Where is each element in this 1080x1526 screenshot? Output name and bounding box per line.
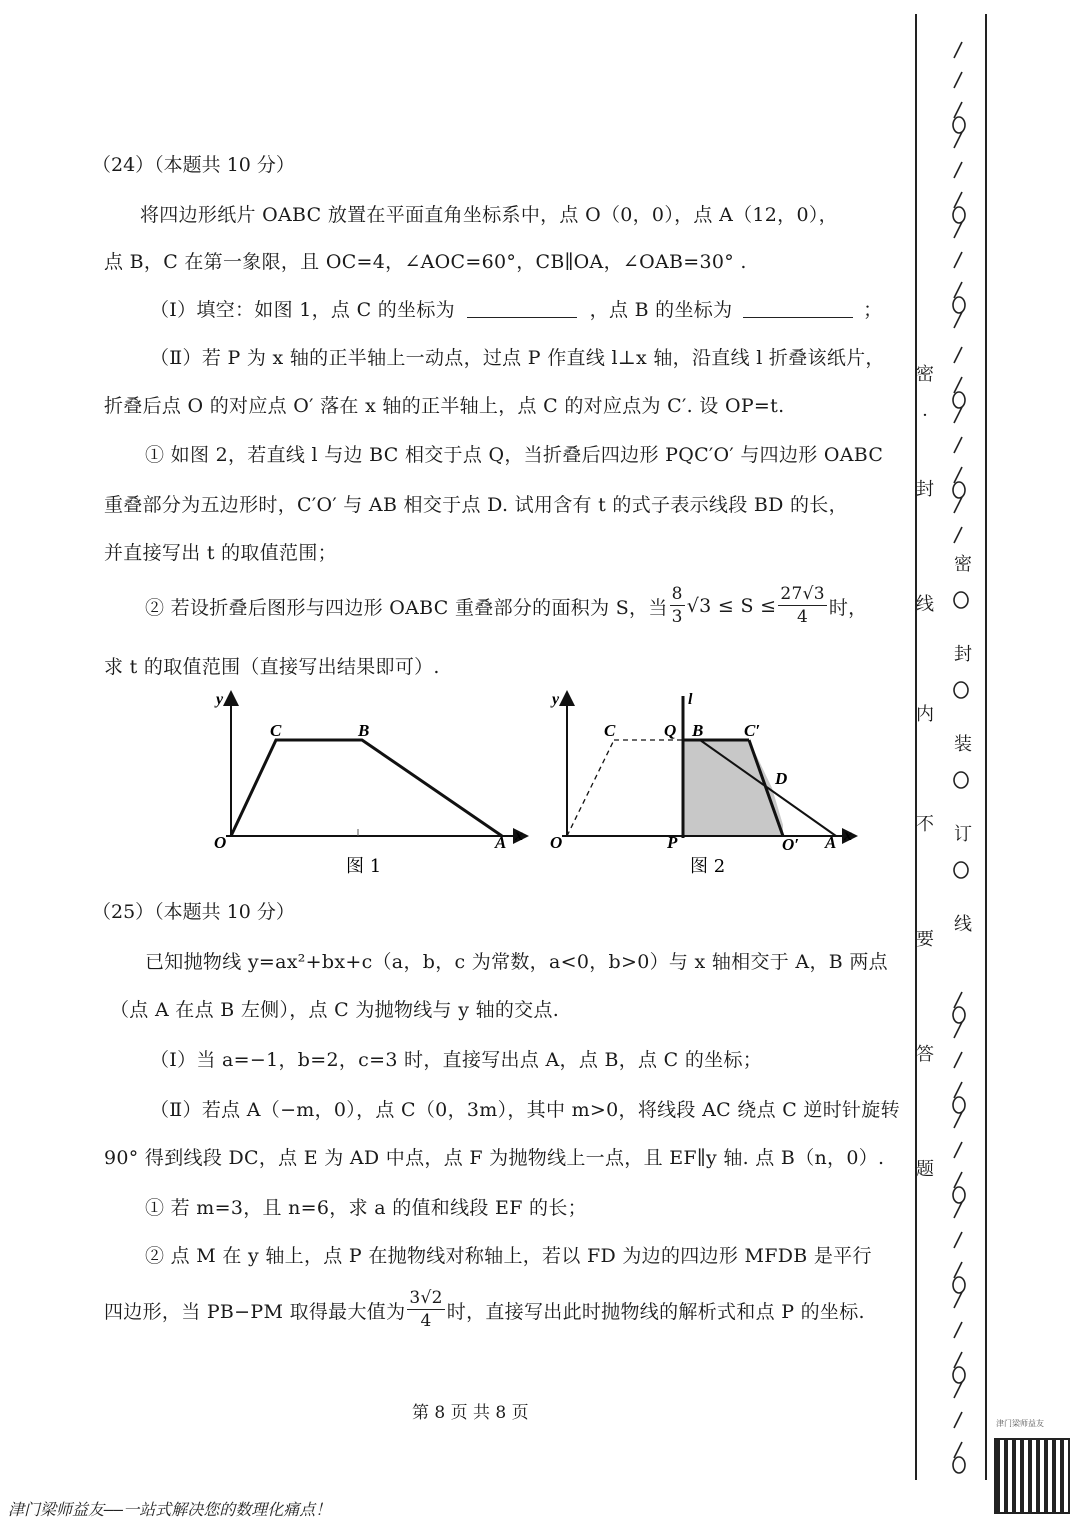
binding-char-inner: 封	[916, 479, 934, 500]
fraction-8-3	[670, 586, 685, 626]
label-x: x	[515, 827, 523, 844]
binding-slash	[954, 407, 962, 423]
binding-circle	[954, 592, 968, 608]
binding-strip	[912, 10, 992, 1480]
binding-slash	[954, 1442, 962, 1458]
frac-den: 4	[420, 1311, 432, 1331]
label-y: y	[216, 691, 224, 708]
answer-blank-b[interactable]	[743, 299, 853, 318]
label-b: B	[692, 721, 704, 740]
q25-header: （25）（本题共 10 分）	[92, 901, 295, 923]
q24-line-6: ① 如图 2，若直线 l 与边 BC 相交于点 Q，当折叠后四边形 PQC′O′ 与四边形 OABC	[145, 444, 884, 466]
binding-slash	[954, 1022, 962, 1038]
label-a: A	[825, 833, 837, 852]
binding-slash	[954, 312, 962, 328]
binding-slash	[954, 72, 962, 88]
label-l: l	[688, 691, 693, 708]
binding-slash	[954, 1142, 962, 1158]
binding-char-inner: ·	[922, 405, 928, 426]
binding-dash-marks	[953, 42, 968, 1473]
binding-slash	[954, 162, 962, 178]
q24-line-9-a: ② 若设折叠后图形与四边形 OABC 重叠部分的面积为 S，当	[145, 596, 668, 619]
binding-char-inner: 不	[916, 814, 934, 835]
binding-circle	[953, 1187, 965, 1203]
binding-slash	[954, 1292, 962, 1308]
q25-line-8	[104, 1282, 865, 1338]
binding-slash	[954, 527, 962, 543]
binding-slash	[954, 1082, 962, 1098]
binding-char-inner: 内	[916, 704, 934, 725]
binding-circle	[953, 297, 965, 313]
binding-circle	[953, 482, 965, 498]
q24-line-1: 将四边形纸片 OABC 放置在平面直角坐标系中，点 O（0，0），点 A（12，0），	[140, 204, 838, 226]
binding-char-inner: 题	[916, 1159, 934, 1180]
binding-slash	[954, 1412, 962, 1428]
q25-line-4: （Ⅱ）若点 A（−m，0），点 C（0，3m），其中 m>0，将线段 AC 绕点 C 逆时针旋转	[150, 1099, 900, 1121]
binding-char-outer: 封	[954, 644, 972, 665]
label-x: x	[844, 827, 852, 844]
binding-slash	[954, 102, 962, 118]
binding-slash	[954, 497, 962, 513]
q24-line-9-b: √3 ≤ S ≤	[686, 595, 777, 617]
label-c: C	[270, 721, 282, 740]
binding-char-outer: 线	[954, 914, 972, 935]
q24-line-7: 重叠部分为五边形时，C′O′ 与 AB 相交于点 D. 试用含有 t 的式子表示线段 BD 的长，	[104, 494, 848, 516]
frac-num: 3√2	[409, 1288, 443, 1308]
fraction-3sqrt2-4	[407, 1290, 444, 1330]
figure-1	[200, 688, 540, 880]
binding-char-inner: 密	[916, 364, 934, 385]
binding-circle	[954, 862, 968, 878]
q25-line-8-a: 四边形，当 PB−PM 取得最大值为	[104, 1300, 406, 1323]
frac-den: 4	[797, 607, 809, 627]
binding-char-inner: 答	[916, 1044, 934, 1065]
q24-part1-fill	[150, 295, 882, 322]
fraction-27sqrt3-4	[778, 586, 826, 626]
label-c: C	[604, 721, 616, 740]
figure-2	[542, 688, 872, 880]
qr-label: 津门梁师益友	[996, 1419, 1044, 1428]
label-q: Q	[664, 721, 677, 740]
binding-slash	[954, 992, 962, 1008]
answer-blank-c[interactable]	[467, 299, 577, 318]
binding-slash	[954, 1262, 962, 1278]
q24-part1-text-a: （Ⅰ）填空：如图 1，点 C 的坐标为	[150, 299, 455, 321]
bottom-slogan: 津门梁师益友——一站式解决您的数理化痛点！	[8, 1500, 332, 1519]
binding-slash	[954, 1352, 962, 1368]
binding-circle	[953, 1007, 965, 1023]
label-b: B	[358, 721, 370, 740]
binding-circle	[953, 1097, 965, 1113]
binding-slash	[954, 377, 962, 393]
frac-num: 8	[671, 584, 683, 604]
binding-char-inner: 要	[916, 929, 934, 950]
q25-line-5: 90° 得到线段 DC，点 E 为 AD 中点，点 F 为抛物线上一点，且 EF∥y 轴. 点 B（n，0）.	[104, 1147, 885, 1169]
qr-code	[994, 1438, 1070, 1514]
binding-char-inner: 线	[916, 594, 934, 615]
q25-line-7: ② 点 M 在 y 轴上，点 P 在抛物线对称轴上，若以 FD 为边的四边形 MFDB 是平行	[145, 1245, 872, 1267]
q25-line-2: （点 A 在点 B 左侧），点 C 为抛物线与 y 轴的交点.	[110, 999, 560, 1021]
binding-slash	[954, 1202, 962, 1218]
label-p: P	[667, 833, 678, 852]
label-o-prime: O′	[782, 835, 800, 854]
label-d: D	[775, 769, 788, 788]
binding-circle	[953, 392, 965, 408]
frac-num: 27√3	[780, 584, 825, 604]
binding-circle	[953, 1277, 965, 1293]
binding-slash	[954, 1172, 962, 1188]
binding-slash	[954, 1112, 962, 1128]
binding-slash	[954, 467, 962, 483]
binding-slash	[954, 42, 962, 58]
q24-line-9	[145, 580, 867, 632]
q24-part1-text-c: ；	[863, 299, 883, 321]
binding-char-outer: 密	[954, 554, 972, 575]
q25-line-1: 已知抛物线 y=ax²+bx+c（a，b，c 为常数，a<0，b>0）与 x 轴相交于 A，B 两点	[145, 951, 888, 973]
label-c-prime: C′	[744, 721, 761, 740]
binding-slash	[954, 1232, 962, 1248]
q24-line-10: 求 t 的取值范围（直接写出结果即可）.	[104, 656, 440, 678]
page-number: 第 8 页 共 8 页	[412, 1403, 529, 1423]
binding-slash	[954, 1382, 962, 1398]
binding-circle	[953, 1457, 965, 1473]
q25-line-8-b: 时，直接写出此时抛物线的解析式和点 P 的坐标.	[446, 1300, 865, 1323]
frac-den: 3	[671, 607, 683, 627]
binding-circle	[953, 207, 965, 223]
q24-line-9-c: 时，	[828, 596, 868, 619]
q24-line-2: 点 B，C 在第一象限，且 OC=4，∠AOC=60°，CB∥OA，∠OAB=30° .	[104, 251, 747, 273]
binding-slash	[954, 192, 962, 208]
q24-line-4: （Ⅱ）若 P 为 x 轴的正半轴上一动点，过点 P 作直线 l⊥x 轴，沿直线 l 折叠该纸片，	[150, 347, 885, 369]
binding-circle	[954, 772, 968, 788]
binding-char-outer: 订	[954, 824, 972, 845]
q25-line-6: ① 若 m=3，且 n=6，求 a 的值和线段 EF 的长；	[145, 1197, 587, 1219]
label-y: y	[552, 691, 560, 708]
binding-circle	[953, 117, 965, 133]
q25-line-3: （Ⅰ）当 a=−1，b=2，c=3 时，直接写出点 A，点 B，点 C 的坐标；	[150, 1049, 763, 1071]
q24-line-5: 折叠后点 O 的对应点 O′ 落在 x 轴的正半轴上，点 C 的对应点为 C′. 设 OP=t.	[104, 395, 785, 417]
label-o: O	[214, 833, 227, 852]
dashed-oc	[567, 740, 614, 836]
binding-slash	[954, 222, 962, 238]
figure-1-caption: 图 1	[346, 856, 382, 877]
q24-header: （24）（本题共 10 分）	[92, 154, 295, 176]
quadrilateral-oabc	[231, 740, 502, 836]
binding-slash	[954, 437, 962, 453]
binding-slash	[954, 282, 962, 298]
binding-char-outer: 装	[954, 734, 972, 755]
q24-line-8: 并直接写出 t 的取值范围；	[104, 542, 337, 564]
binding-circle	[953, 1367, 965, 1383]
label-o: O	[550, 833, 563, 852]
binding-circle	[954, 682, 968, 698]
binding-slash	[954, 1052, 962, 1068]
q24-part1-text-b: ，点 B 的坐标为	[589, 299, 733, 321]
binding-slash	[954, 1322, 962, 1338]
figure-2-caption: 图 2	[690, 856, 726, 877]
binding-slash	[954, 132, 962, 148]
label-a: A	[495, 833, 507, 852]
binding-slash	[954, 347, 962, 363]
binding-slash	[954, 252, 962, 268]
